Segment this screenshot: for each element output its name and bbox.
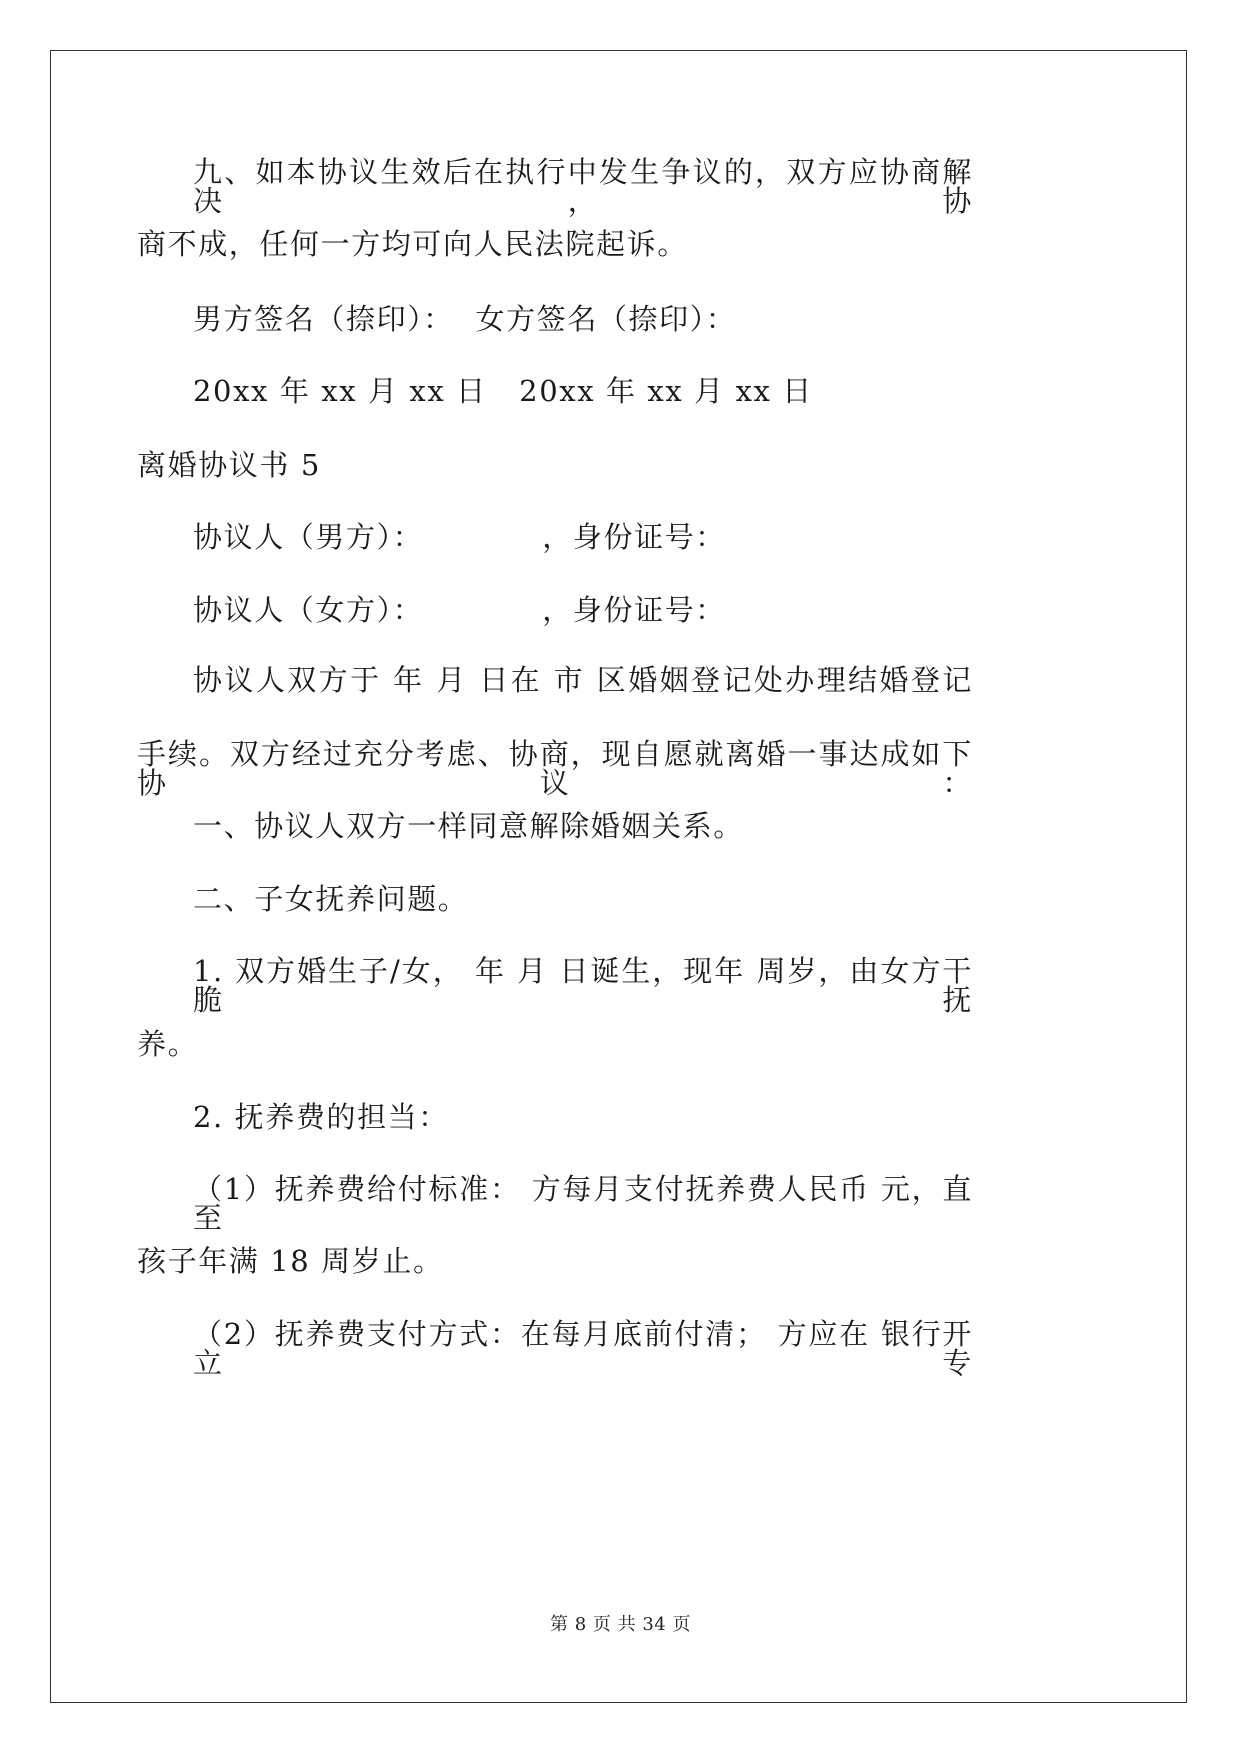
paragraph-line: 商不成，任何一方均可向人民法院起诉。 [137,227,688,261]
paragraph-line: 协议人双方于 年 月 日在 市 区婚姻登记处办理结婚登记 [193,663,973,697]
party-line-male: 协议人（男方）： ，身份证号： [193,520,726,554]
paragraph-line: （2）抚养费支付方式：在每月底前付清； 方应在 银行开立专 [193,1317,973,1380]
clause-line: 一、协议人双方一样同意解除婚姻关系。 [193,809,744,843]
date-line: 20xx 年 xx 月 xx 日 20xx 年 xx 月 xx 日 [193,374,813,408]
page-border [50,50,1187,1703]
paragraph-line: 九、如本协议生效后在执行中发生争议的，双方应协商解决，协 [193,155,973,218]
section-title: 离婚协议书 5 [137,448,321,482]
paragraph-line: （1）抚养费给付标准： 方每月支付抚养费人民币 元，直至 [193,1172,973,1235]
paragraph-line: 养。 [137,1027,199,1061]
party-line-female: 协议人（女方）： ，身份证号： [193,593,726,627]
clause-line: 二、子女抚养问题。 [193,882,469,916]
paragraph-line: 孩子年满 18 周岁止。 [137,1244,444,1278]
paragraph-line: 手续。双方经过充分考虑、协商，现自愿就离婚一事达成如下协议： [137,737,973,800]
clause-line: 2. 抚养费的担当： [193,1100,449,1134]
page-number-footer: 第 8 页 共 34 页 [550,1614,691,1635]
paragraph-line: 1. 双方婚生子/女， 年 月 日诞生，现年 周岁，由女方干脆抚 [193,954,973,1017]
signature-line: 男方签名（捺印）： 女方签名（捺印）： [193,302,737,336]
